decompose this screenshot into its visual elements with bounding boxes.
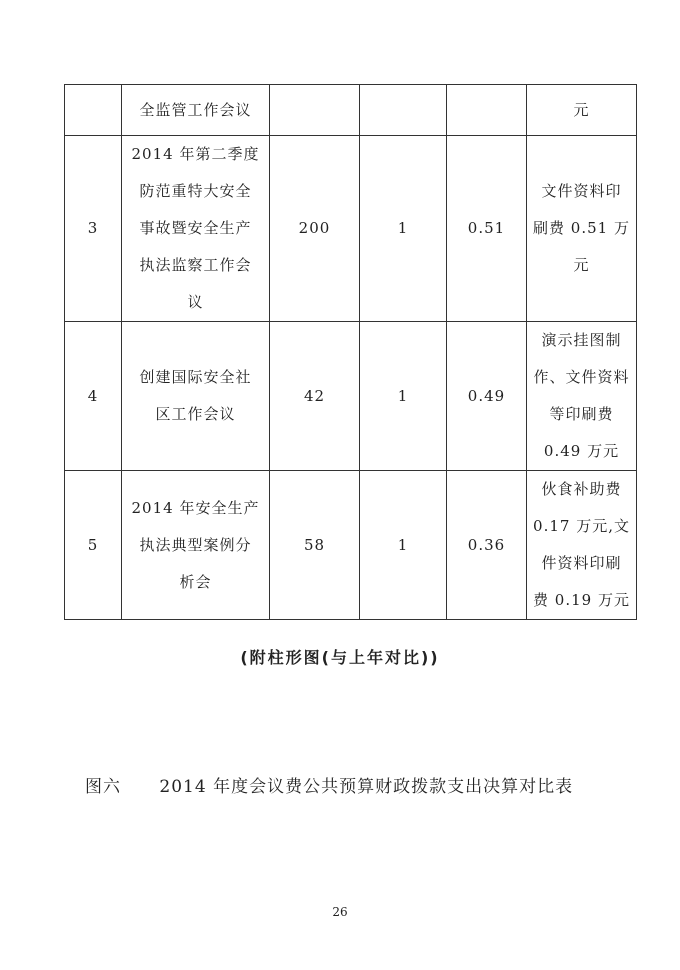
cell-meeting-name: 2014 年安全生产 执法典型案例分 析会	[122, 471, 270, 620]
cell-days: 1	[360, 136, 447, 322]
cell-people: 58	[270, 471, 360, 620]
cell-amount: 0.36	[447, 471, 527, 620]
cell-people: 200	[270, 136, 360, 322]
cell-amount: 0.49	[447, 322, 527, 471]
cell-meeting-name: 创建国际安全社 区工作会议	[122, 322, 270, 471]
figure-number: 图六	[85, 777, 121, 797]
table-row	[65, 322, 637, 471]
table-row	[65, 85, 637, 136]
figure-title-line	[85, 772, 573, 797]
page-number: 26	[332, 905, 348, 919]
cell-meeting-name: 全监管工作会议	[122, 85, 270, 136]
table-row	[65, 136, 637, 322]
cell-no: 4	[65, 322, 122, 471]
meeting-expense-table	[64, 84, 637, 620]
cell-days: 1	[360, 322, 447, 471]
cell-people: 42	[270, 322, 360, 471]
cell-no: 5	[65, 471, 122, 620]
chart-caption: (附柱形图(与上年对比))	[240, 648, 440, 667]
cell-meeting-name: 2014 年第二季度 防范重特大安全 事故暨安全生产 执法监察工作会 议	[122, 136, 270, 322]
cell-no	[65, 85, 122, 136]
figure-title: 2014 年度会议费公共预算财政拨款支出决算对比表	[159, 777, 574, 797]
cell-people	[270, 85, 360, 136]
table-row	[65, 471, 637, 620]
cell-note: 元	[527, 85, 637, 136]
cell-note: 演示挂图制 作、文件资料 等印刷费 0.49 万元	[527, 322, 637, 471]
cell-note: 文件资料印 刷费 0.51 万 元	[527, 136, 637, 322]
cell-note: 伙食补助费 0.17 万元,文 件资料印刷 费 0.19 万元	[527, 471, 637, 620]
cell-days	[360, 85, 447, 136]
cell-no: 3	[65, 136, 122, 322]
cell-amount	[447, 85, 527, 136]
cell-amount: 0.51	[447, 136, 527, 322]
cell-days: 1	[360, 471, 447, 620]
